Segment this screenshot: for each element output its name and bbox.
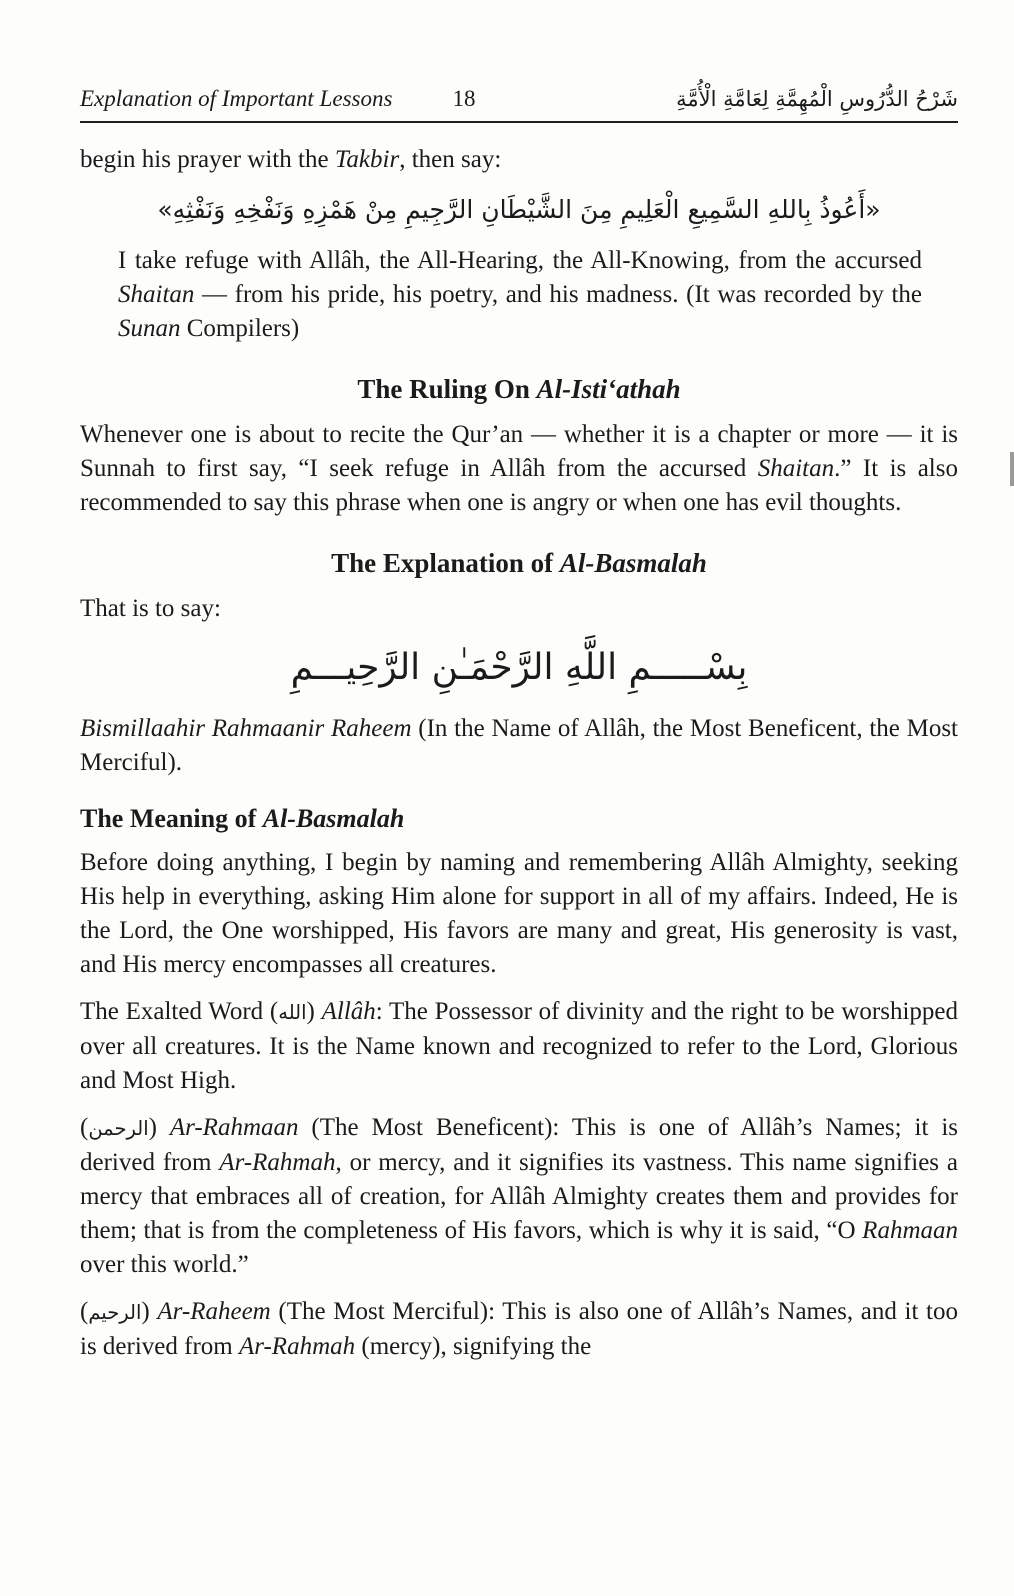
paragraph-ruling: Whenever one is about to recite the Qur’an — whether it is a chapter or more — it is Sunnah to first say, “I seek refuge in Allâh from the accursed Shaitan.” It is also recommended to say this phrase when one is angry or when one has evil thoughts. [80,421,958,516]
paragraph-exalted-word-allah: The Exalted Word (الله) Allâh: The Possessor of divinity and the right to be worshipped over all creatures. It is the Name known and recognized to refer to the Lord, Glorious and Most High. [80,998,959,1094]
paragraph-ar-raheem: (الرحيم) Ar-Raheem (The Most Merciful): This is also one of Allâh’s Names, and it too is derived from Ar-Rahmah (mercy), signifying the [80,1298,959,1360]
quote-translation: I take refuge with Allâh, the All-Hearing, the All-Knowing, from the accursed Shaitan — from his pride, his poetry, and his madness. (It was recorded by the Sunan Compilers) [118,247,922,342]
basmalah-calligraphy: بِسْـــــمِ اللَّهِ الرَّحْمَـٰنِ الرَّحِيـــمِ [290,647,748,688]
paragraph-ar-rahmaan: (الرحمن) Ar-Rahmaan (The Most Beneficent): This is one of Allâh’s Names; it is derived from Ar-Rahmah, or mercy, and it signifies its vastness. This name signifies a mercy that embraces all of creation, for Allâh Almighty creates them and provides for them; that is from the completeness of His favors, which is why it is said, “O Rahmaan over this world.” [80,1114,958,1278]
heading-explanation-basmalah: The Explanation of Al-Basmalah [331,548,707,578]
paragraph-intro: begin his prayer with the Takbir, then say: [80,146,502,173]
page-number: 18 [452,86,476,111]
page-header [80,86,958,123]
paragraph-bismillah-translation: Bismillaahir Rahmaanir Raheem (In the Name of Allâh, the Most Beneficent, the Most Merciful). [80,715,959,776]
page-body [80,123,958,1364]
scan-artifact [1010,452,1014,486]
paragraph-that-is-to-say: That is to say: [80,595,221,622]
heading-meaning-basmalah: The Meaning of Al-Basmalah [80,804,405,833]
running-title-arabic: شَرْحُ الدُّرُوسِ الْمُهِمَّةِ لِعَامَّةِ الْأُمَّةِ [676,87,958,111]
heading-ruling-istiathah: The Ruling On Al-Isti‘athah [357,374,681,404]
paragraph-before-doing: Before doing anything, I begin by naming and remembering Allâh Almighty, seeking His help in everything, asking Him alone for support in all of my affairs. Indeed, He is the Lord, the One worshipped, His favors are many and great, His generosity is vast, and His mercy encompasses all creatures. [80,849,958,978]
arabic-quote-istiathah: «أَعُوذُ بِاللهِ السَّمِيعِ الْعَلِيمِ مِنَ الشَّيْطَانِ الرَّجِيمِ مِنْ هَمْزِهِ وَنَفْخِهِ وَنَفْثِهِ» [157,195,881,224]
running-title: Explanation of Important Lessons [80,86,393,111]
